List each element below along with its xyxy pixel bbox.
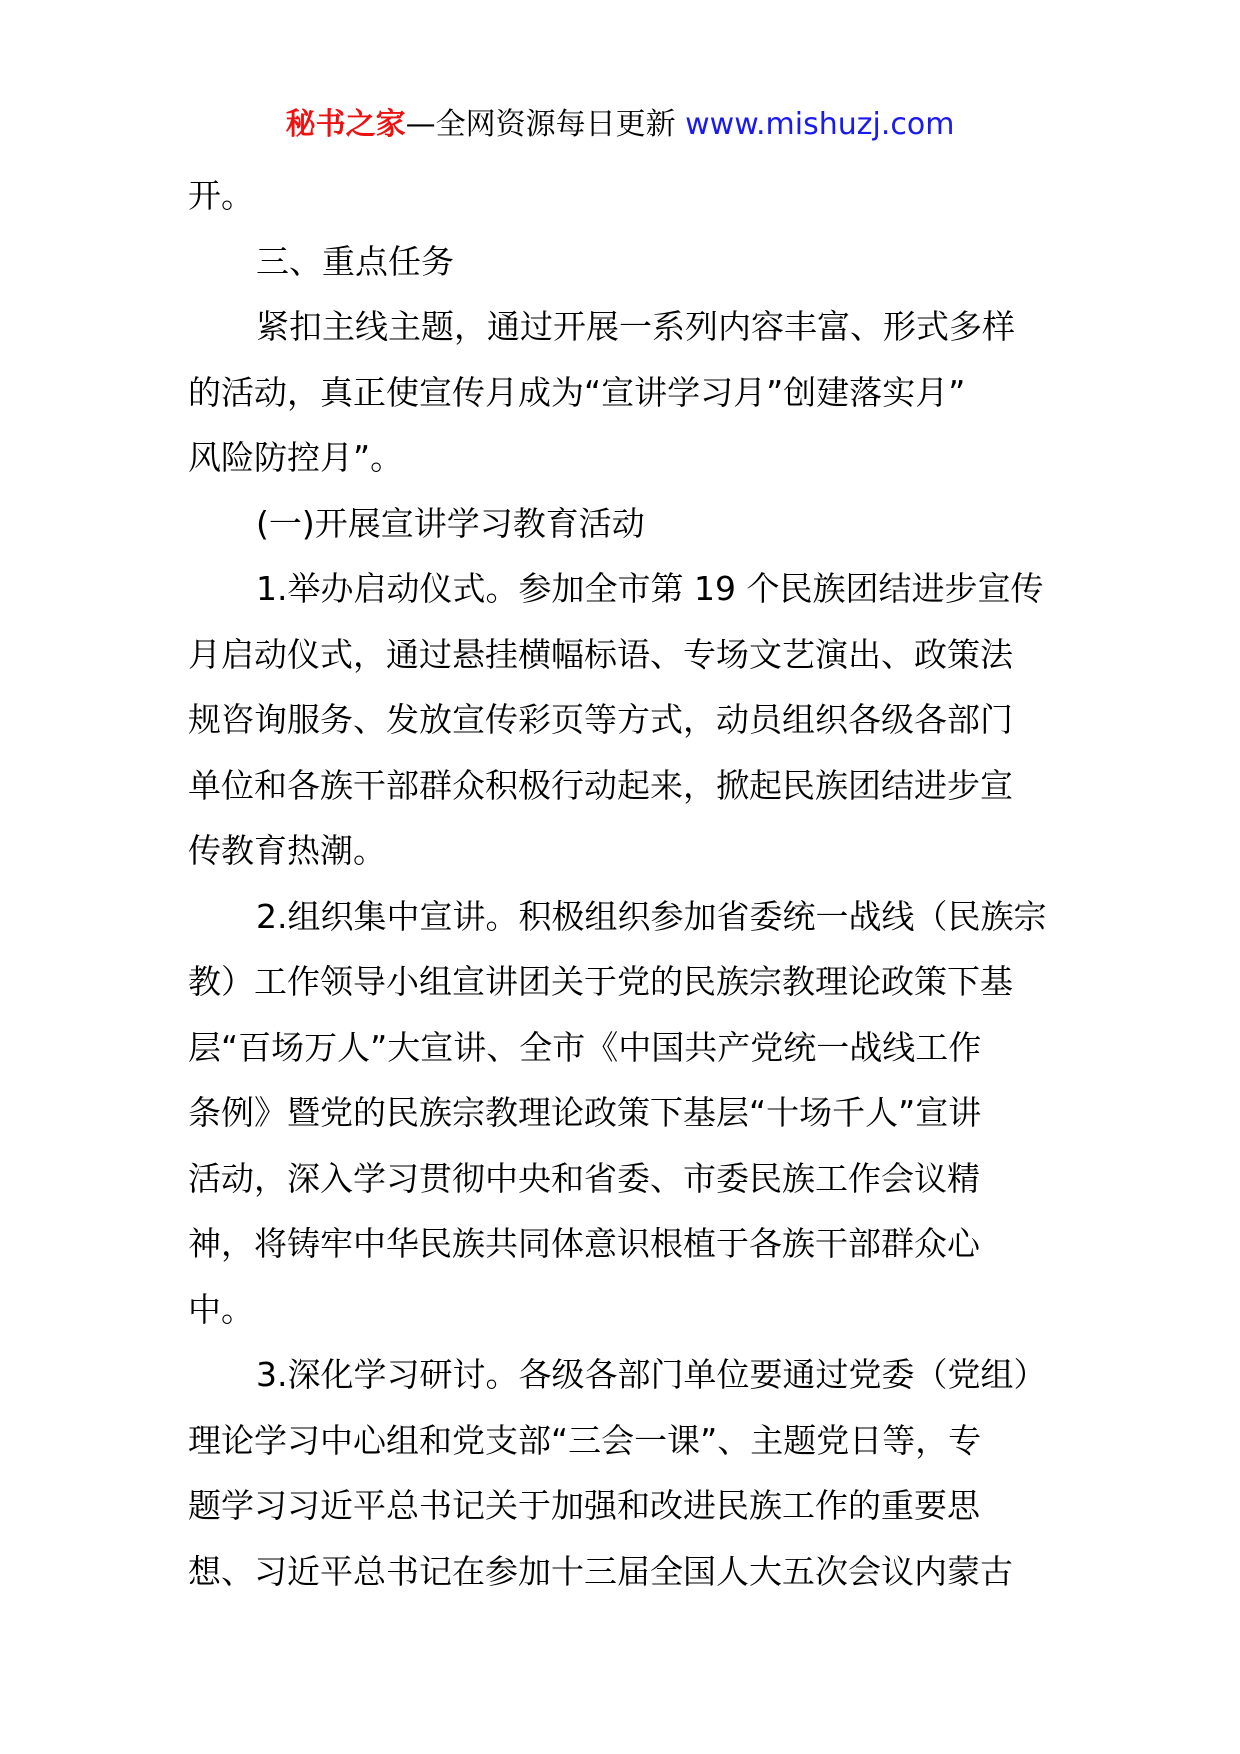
page-header <box>0 100 1240 150</box>
paragraph-line: (一)开展宣讲学习教育活动 <box>256 503 645 543</box>
paragraph-line: 条例》暨党的民族宗教理论政策下基层“十场千人”宣讲 <box>188 1093 982 1132</box>
paragraph-line: 月启动仪式，通过悬挂横幅标语、专场文艺演出、政策法 <box>188 634 1013 674</box>
paragraph-line: 神，将铸牢中华民族共同体意识根植于各族干部群众心 <box>188 1224 980 1263</box>
document-body <box>188 163 1056 1604</box>
paragraph-line: 开。 <box>188 176 254 215</box>
paragraph-line: 的活动，真正使宣传月成为“宣讲学习月”创建落实月” <box>188 372 966 412</box>
paragraph-line: 题学习习近平总书记关于加强和改进民族工作的重要思 <box>188 1486 980 1525</box>
paragraph-line: 单位和各族干部群众积极行动起来，掀起民族团结进步宣 <box>188 765 1013 805</box>
brand-name: 秘书之家 <box>285 107 406 142</box>
paragraph-line: 3.深化学习研讨。各级各部门单位要通过党委（党组） <box>256 1355 1047 1394</box>
paragraph-line: 规咨询服务、发放宣传彩页等方式，动员组织各级各部门 <box>188 700 1013 739</box>
paragraph-line: 传教育热潮。 <box>188 831 386 870</box>
paragraph-line: 活动，深入学习贯彻中央和省委、市委民族工作会议精 <box>188 1158 980 1198</box>
paragraph-line: 紧扣主线主题，通过开展一系列内容丰富、形式多样 <box>256 307 1015 346</box>
header-tagline: —全网资源每日更新 <box>405 107 676 142</box>
paragraph-line: 层“百场万人”大宣讲、全市《中国共产党统一战线工作 <box>188 1027 982 1067</box>
paragraph-line: 中。 <box>188 1289 254 1329</box>
paragraph-line: 1.举办启动仪式。参加全市第 19 个民族团结进步宣传 <box>256 569 1044 608</box>
website-link[interactable]: www.mishuzj.com <box>685 107 955 142</box>
paragraph-line: 三、重点任务 <box>256 241 454 281</box>
paragraph-line: 理论学习中心组和党支部“三会一课”、主题党日等，专 <box>188 1420 982 1460</box>
paragraph-line: 风险防控月”。 <box>188 438 404 477</box>
paragraph-line: 教）工作领导小组宣讲团关于党的民族宗教理论政策下基 <box>188 962 1013 1001</box>
paragraph-line: 想、习近平总书记在参加十三届全国人大五次会议内蒙古 <box>188 1551 1013 1591</box>
paragraph-line: 2.组织集中宣讲。积极组织参加省委统一战线（民族宗 <box>256 896 1047 936</box>
